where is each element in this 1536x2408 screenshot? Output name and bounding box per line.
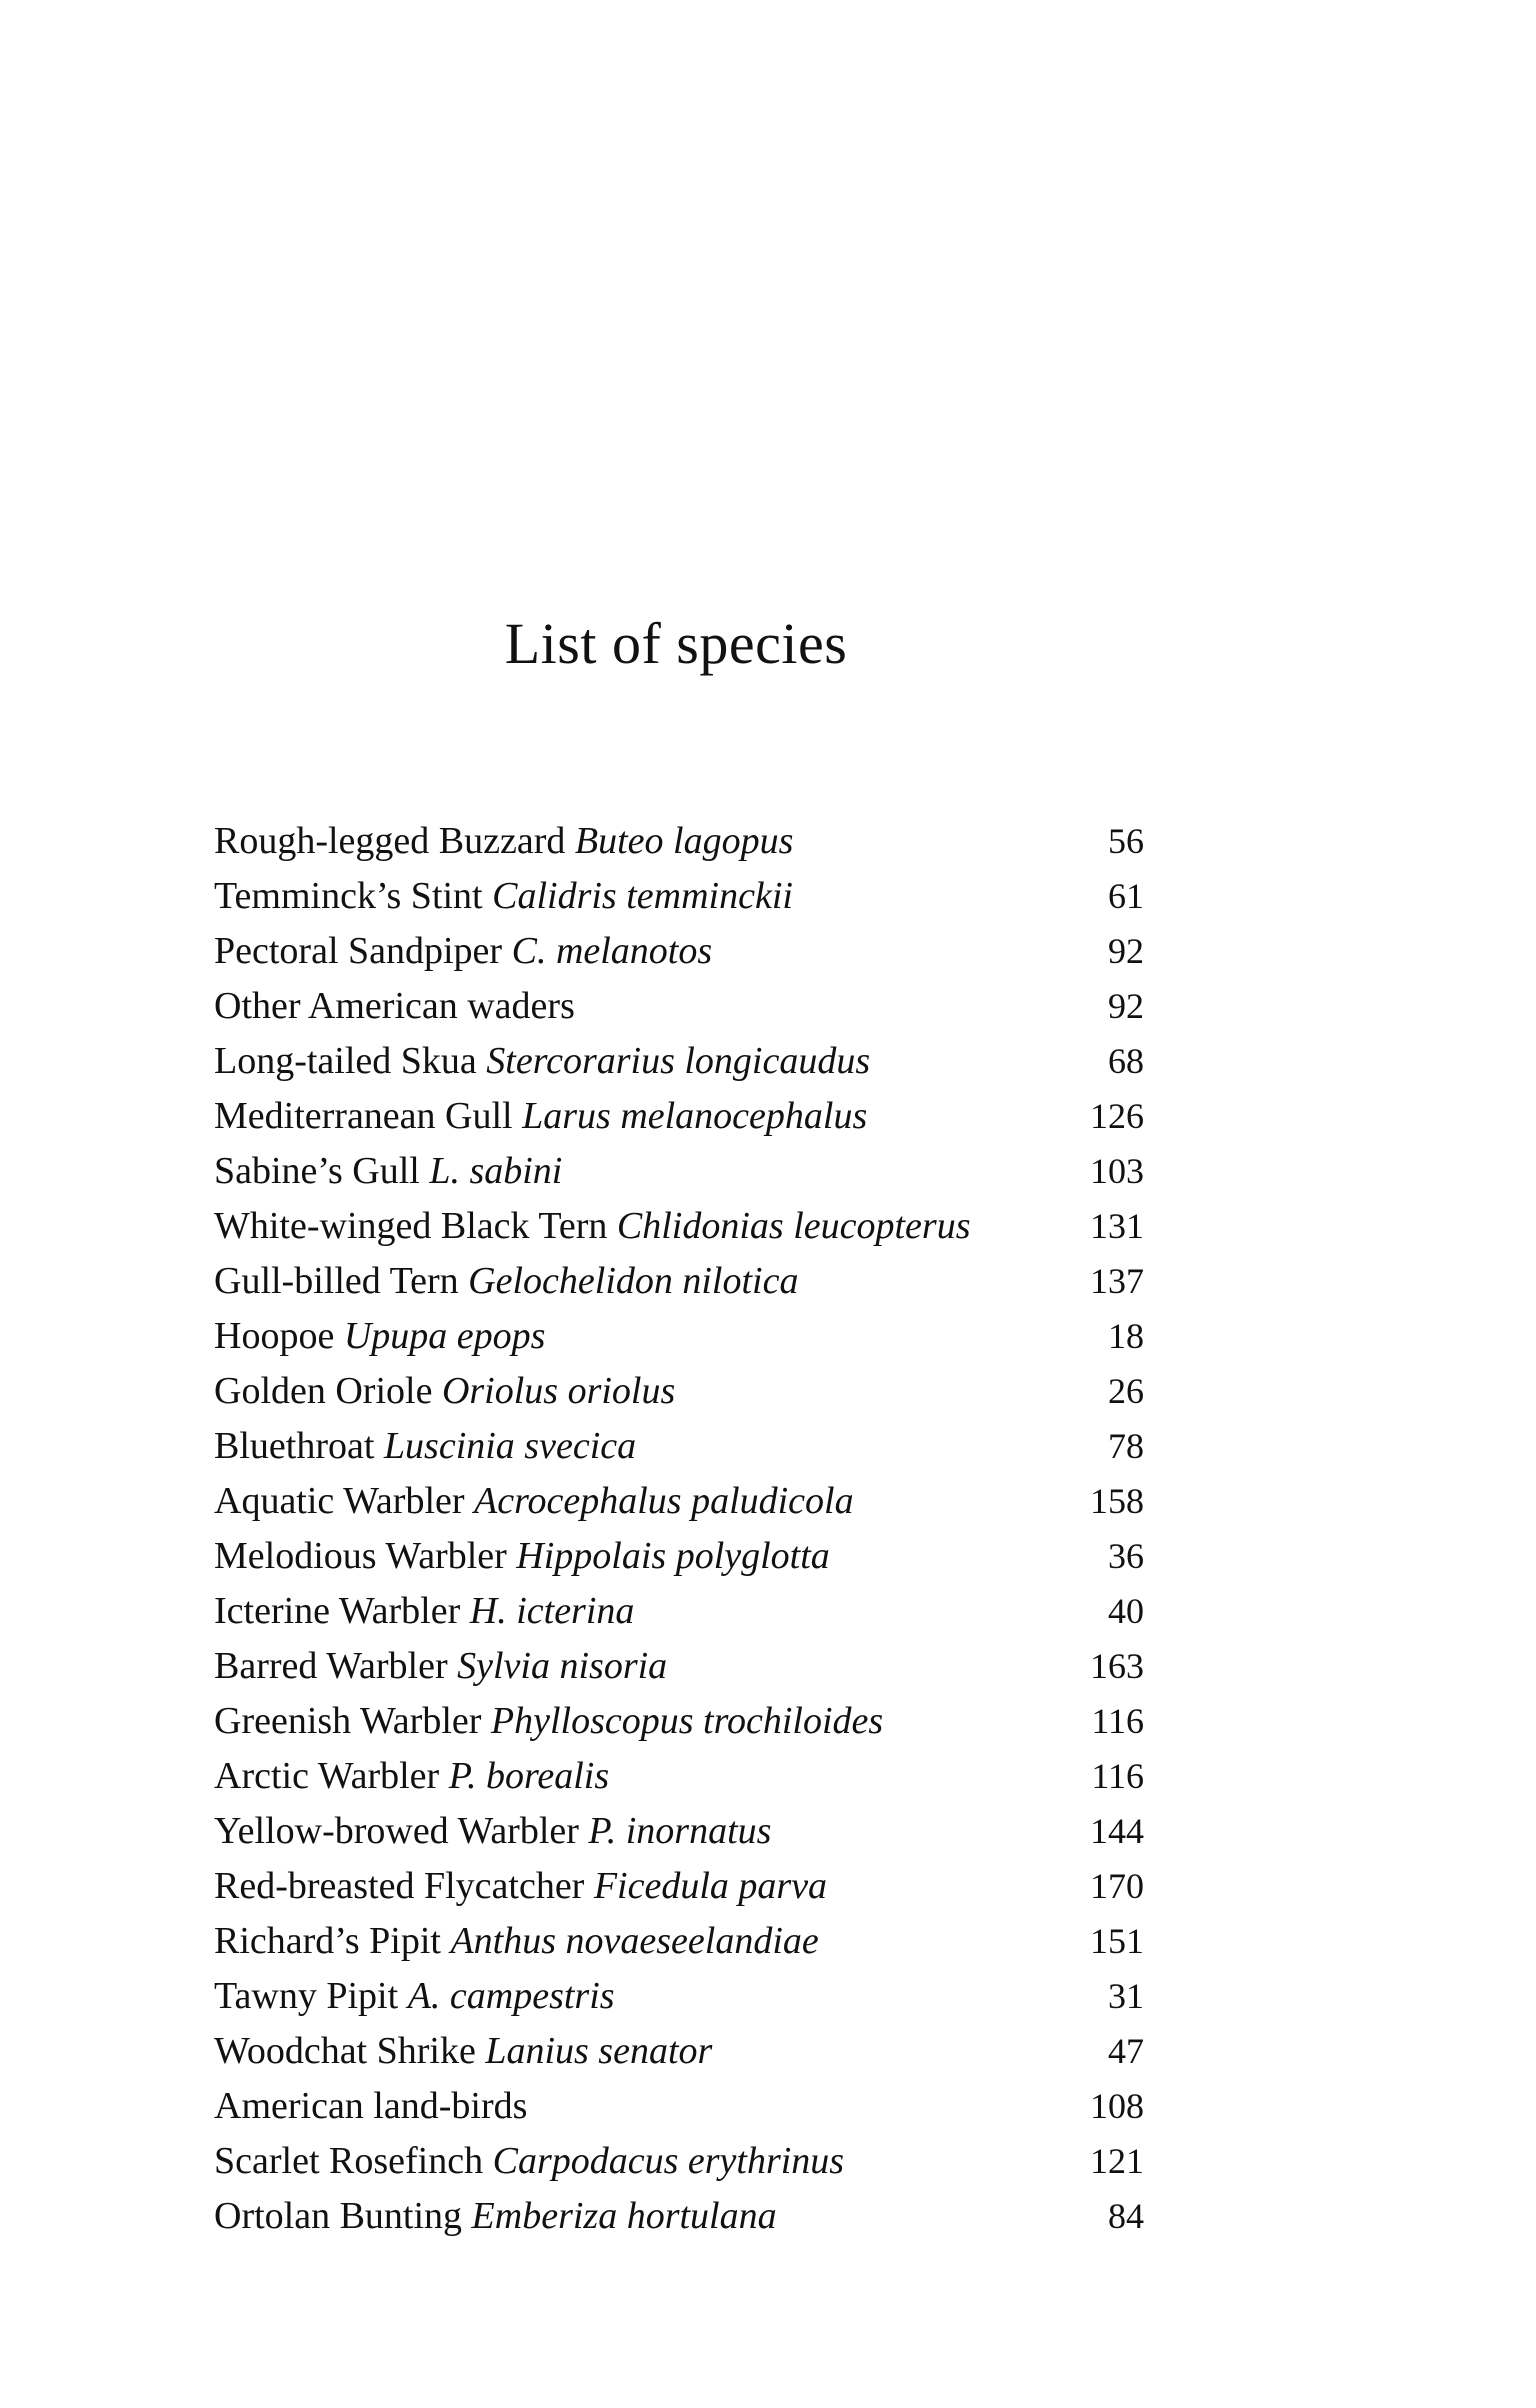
page-number: 40 bbox=[1108, 1591, 1144, 1631]
common-name: Red-breasted Flycatcher bbox=[214, 1865, 585, 1907]
species-row bbox=[214, 2134, 1144, 2189]
page-number: 31 bbox=[1108, 1976, 1144, 2016]
species-row bbox=[214, 1694, 1144, 1749]
page-number: 36 bbox=[1108, 1536, 1144, 1576]
species-row bbox=[214, 1144, 1144, 1199]
scientific-name: Ficedula parva bbox=[593, 1865, 828, 1907]
species-row bbox=[214, 869, 1144, 924]
page-number: 108 bbox=[1090, 2086, 1144, 2126]
scientific-name: Gelochelidon nilotica bbox=[468, 1260, 799, 1302]
scientific-name: C. melanotos bbox=[511, 930, 713, 972]
common-name: Rough-legged Buzzard bbox=[214, 820, 566, 862]
scientific-name: Emberiza hortulana bbox=[471, 2195, 777, 2237]
species-row bbox=[214, 1529, 1144, 1584]
scientific-name: L. sabini bbox=[429, 1150, 563, 1192]
page-number: 158 bbox=[1090, 1481, 1144, 1521]
species-row bbox=[214, 1034, 1144, 1089]
common-name: Icterine Warbler bbox=[214, 1590, 461, 1632]
scientific-name: Luscinia svecica bbox=[383, 1425, 637, 1467]
common-name: Barred Warbler bbox=[214, 1645, 448, 1687]
page-number: 92 bbox=[1108, 931, 1144, 971]
scientific-name: A. campestris bbox=[407, 1975, 615, 2017]
page-number: 26 bbox=[1108, 1371, 1144, 1411]
page-number: 18 bbox=[1108, 1316, 1144, 1356]
species-row bbox=[214, 1419, 1144, 1474]
common-name: Hoopoe bbox=[214, 1315, 335, 1357]
scientific-name: Chlidonias leucopterus bbox=[616, 1205, 971, 1247]
common-name: Aquatic Warbler bbox=[214, 1480, 465, 1522]
page-number: 56 bbox=[1108, 821, 1144, 861]
page-number: 61 bbox=[1108, 876, 1144, 916]
common-name: Other American waders bbox=[214, 985, 575, 1027]
page-title: List of species bbox=[504, 611, 848, 676]
species-row bbox=[214, 1364, 1144, 1419]
species-row bbox=[214, 1584, 1144, 1639]
scientific-name: Hippolais polyglotta bbox=[516, 1535, 830, 1577]
page-number: 144 bbox=[1090, 1811, 1144, 1851]
species-row bbox=[214, 2079, 1144, 2134]
scientific-name: Phylloscopus trochiloides bbox=[490, 1700, 884, 1742]
species-row bbox=[214, 1199, 1144, 1254]
species-row bbox=[214, 1474, 1144, 1529]
common-name: Richard’s Pipit bbox=[214, 1920, 441, 1962]
common-name: White-winged Black Tern bbox=[214, 1205, 608, 1247]
scientific-name: H. icterina bbox=[469, 1590, 635, 1632]
common-name: Woodchat Shrike bbox=[214, 2030, 476, 2072]
common-name: Golden Oriole bbox=[214, 1370, 433, 1412]
species-row bbox=[214, 1969, 1144, 2024]
common-name: Pectoral Sandpiper bbox=[214, 930, 503, 972]
common-name: Mediterranean Gull bbox=[214, 1095, 513, 1137]
common-name: Long-tailed Skua bbox=[214, 1040, 477, 1082]
page-number: 121 bbox=[1090, 2141, 1144, 2181]
page-number: 78 bbox=[1108, 1426, 1144, 1466]
page-number: 137 bbox=[1090, 1261, 1144, 1301]
scientific-name: Calidris temminckii bbox=[492, 875, 793, 917]
species-row bbox=[214, 1254, 1144, 1309]
scientific-name: Buteo lagopus bbox=[574, 820, 794, 862]
species-row bbox=[214, 924, 1144, 979]
page-number: 116 bbox=[1091, 1756, 1144, 1796]
scientific-name: P. borealis bbox=[448, 1755, 610, 1797]
common-name: Arctic Warbler bbox=[214, 1755, 440, 1797]
page-number: 151 bbox=[1090, 1921, 1144, 1961]
species-row bbox=[214, 1804, 1144, 1859]
common-name: Temminck’s Stint bbox=[214, 875, 483, 917]
page-number: 47 bbox=[1108, 2031, 1144, 2071]
scientific-name: Anthus novaeseelandiae bbox=[450, 1920, 819, 1962]
species-row bbox=[214, 1639, 1144, 1694]
species-row bbox=[214, 814, 1144, 869]
species-list bbox=[214, 814, 1144, 2244]
common-name: Greenish Warbler bbox=[214, 1700, 482, 1742]
species-row bbox=[214, 1309, 1144, 1364]
page-number: 170 bbox=[1090, 1866, 1144, 1906]
scientific-name: Lanius senator bbox=[485, 2030, 713, 2072]
scientific-name: Upupa epops bbox=[343, 1315, 546, 1357]
scientific-name: Stercorarius longicaudus bbox=[486, 1040, 871, 1082]
species-row bbox=[214, 2024, 1144, 2079]
common-name: Melodious Warbler bbox=[214, 1535, 507, 1577]
species-row bbox=[214, 1859, 1144, 1914]
scientific-name: Sylvia nisoria bbox=[457, 1645, 668, 1687]
scientific-name: P. inornatus bbox=[588, 1810, 772, 1852]
page-number: 68 bbox=[1108, 1041, 1144, 1081]
common-name: Yellow-browed Warbler bbox=[214, 1810, 579, 1852]
scientific-name: Acrocephalus paludicola bbox=[474, 1480, 854, 1522]
species-row bbox=[214, 2189, 1144, 2244]
page-number: 126 bbox=[1090, 1096, 1144, 1136]
species-row bbox=[214, 979, 1144, 1034]
common-name: Bluethroat bbox=[214, 1425, 375, 1467]
species-row bbox=[214, 1749, 1144, 1804]
species-row bbox=[214, 1914, 1144, 1969]
common-name: Gull-billed Tern bbox=[214, 1260, 459, 1302]
species-row bbox=[214, 1089, 1144, 1144]
common-name: Ortolan Bunting bbox=[214, 2195, 463, 2237]
page-number: 163 bbox=[1090, 1646, 1144, 1686]
common-name: Scarlet Rosefinch bbox=[214, 2140, 484, 2182]
page-number: 84 bbox=[1108, 2196, 1144, 2236]
page-number: 103 bbox=[1090, 1151, 1144, 1191]
common-name: Sabine’s Gull bbox=[214, 1150, 420, 1192]
page-number: 92 bbox=[1108, 986, 1144, 1026]
page-number: 116 bbox=[1091, 1701, 1144, 1741]
page-number: 131 bbox=[1090, 1206, 1144, 1246]
common-name: Tawny Pipit bbox=[214, 1975, 399, 2017]
scientific-name: Carpodacus erythrinus bbox=[492, 2140, 845, 2182]
scientific-name: Larus melanocephalus bbox=[522, 1095, 868, 1137]
scientific-name: Oriolus oriolus bbox=[441, 1370, 676, 1412]
common-name: American land-birds bbox=[214, 2085, 528, 2127]
